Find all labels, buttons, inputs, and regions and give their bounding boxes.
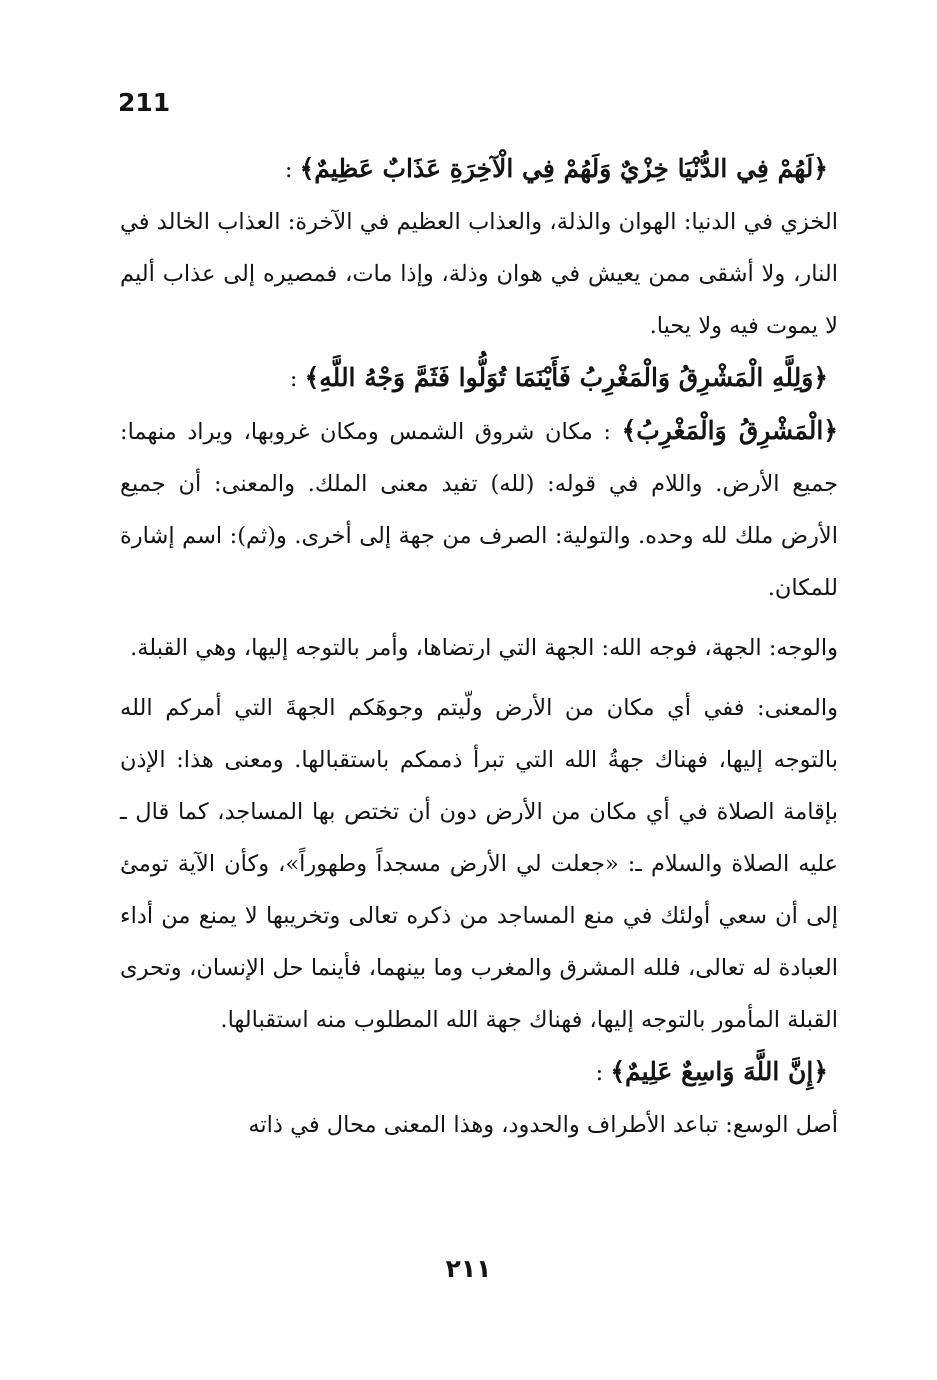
paragraph-wajh: والوجه: الجهة، فوجه الله: الجهة التي ارتضاها، وأمر بالتوجه إليها، وهي القبلة.: [130, 635, 838, 661]
page-number-top: 211: [118, 88, 171, 117]
quran-verse: ﴿وَلِلَّهِ الْمَشْرِقُ وَالْمَغْرِبُ فَأَيْنَمَا تُوَلُّوا فَثَمَّ وَجْهُ اللَّهِ﴾: [304, 363, 828, 392]
verse-heading-3: [120, 1046, 838, 1099]
verse-suffix: :: [289, 366, 305, 392]
quran-term: ﴿الْمَشْرِقُ وَالْمَغْرِبُ﴾: [621, 416, 838, 445]
paragraph-mashriq: [120, 405, 838, 614]
quran-verse: ﴿إِنَّ اللَّهَ وَاسِعٌ عَلِيمٌ﴾: [610, 1057, 828, 1086]
paragraph-maana: والمعنى: ففي أي مكان من الأرض ولّيتم وجوهَكم الجهةَ التي أمركم الله بالتوجه إليها، فهناك جهةُ الله التي تبرأ ذممكم باستقبالها. ومعنى هذا: الإذن بإقامة الصلاة في أي مكان من الأرض دون أن تختص بها المساجد، كما قال ـ عليه الصلاة والسلام ـ: «جعلت لي الأرض مسجداً وطهوراً»، وكأن الآية تومئ إلى أن سعي أولئك في منع المساجد من ذكره تعالى وتخريبها لا يمنع من أداء العبادة له تعالى، فلله المشرق والمغرب وما بينهما، فأينما حل الإنسان، وتحرى القبلة المأمور بالتوجه إليها، فهناك جهة الله المطلوب منه استقبالها.: [120, 695, 838, 1033]
page-number-bottom: ٢١١: [445, 1254, 492, 1283]
verse-heading-2: [120, 352, 838, 405]
paragraph-mashriq-text: : مكان شروق الشمس ومكان غروبها، ويراد منهما: جميع الأرض. واللام في قوله: (لله) تفيد معنى الملك. والمعنى: أن جميع الأرض ملك لله وحده. والتولية: الصرف من جهة إلى أخرى. و(ثم): اسم إشارة للمكان.: [120, 419, 838, 601]
paragraph-khizy: الخزي في الدنيا: الهوان والذلة، والعذاب العظيم في الآخرة: العذاب الخالد في النار، ولا أشقى ممن يعيش في هوان وذلة، وإذا مات، فمصيره إلى عذاب أليم لا يموت فيه ولا يحيا.: [120, 209, 838, 339]
paragraph-wus: أصل الوسع: تباعد الأطراف والحدود، وهذا المعنى محال في ذاته: [248, 1112, 838, 1138]
quran-verse: ﴿لَهُمْ فِي الدُّنْيَا خِزْيٌ وَلَهُمْ فِي الْآخِرَةِ عَذَابٌ عَظِيمٌ﴾: [299, 154, 828, 183]
verse-heading-1: [120, 143, 838, 196]
page-body: [120, 143, 838, 1151]
verse-suffix: :: [595, 1060, 611, 1086]
verse-suffix: :: [284, 157, 300, 183]
